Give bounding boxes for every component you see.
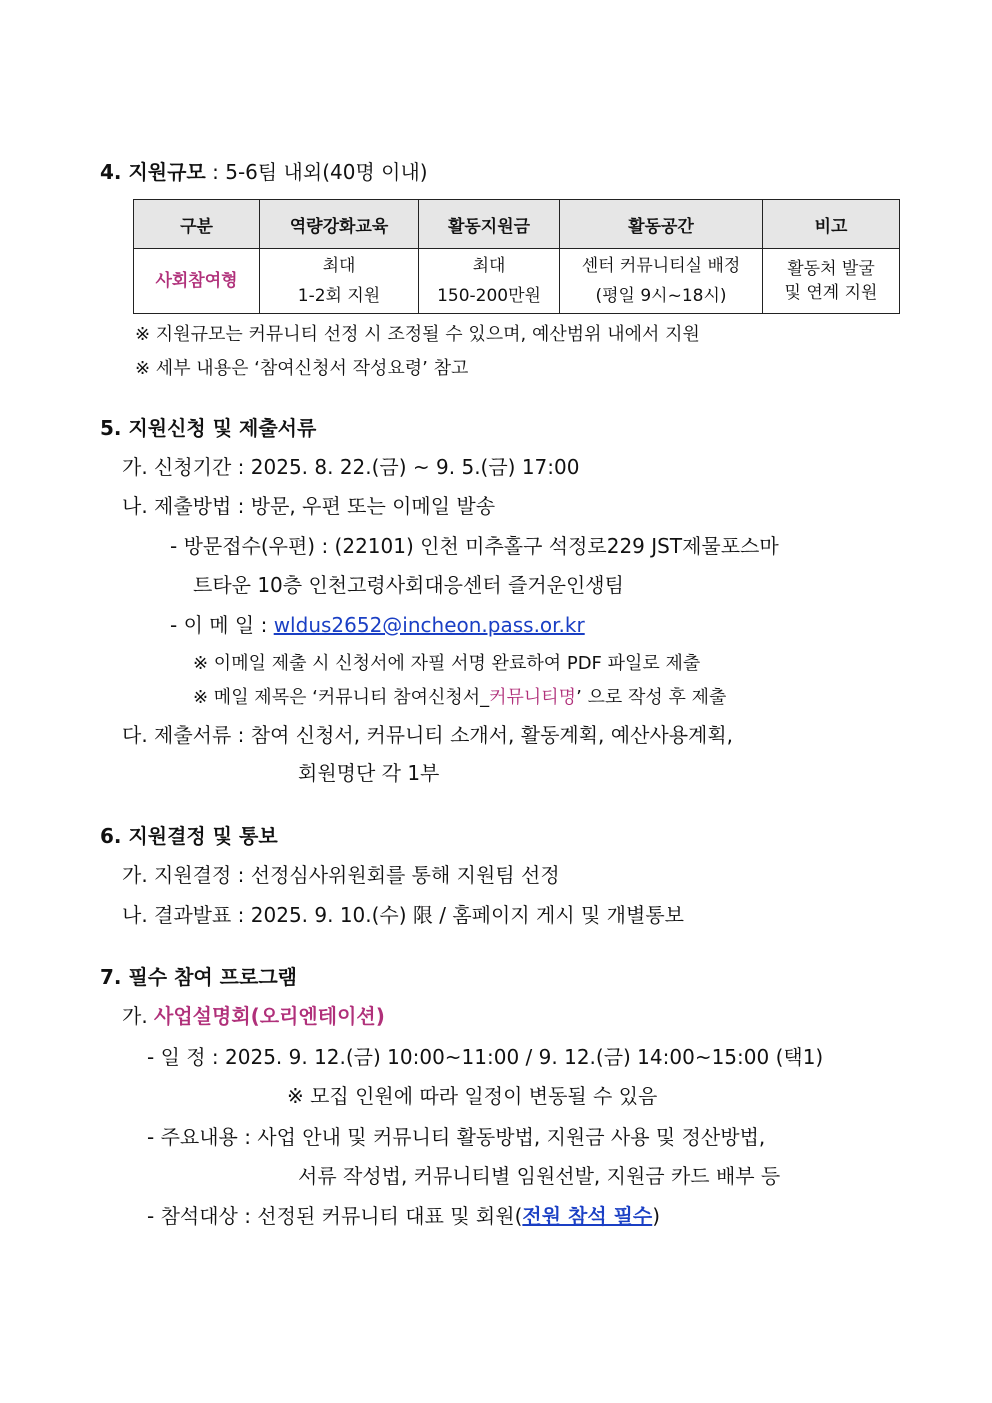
cell-line: 활동처 발굴 xyxy=(787,259,875,279)
table-cell xyxy=(560,249,763,314)
support-scale-table xyxy=(133,199,900,314)
category-cell: 사회참여형 xyxy=(134,249,260,314)
table-cell xyxy=(419,249,560,314)
section-heading: 7. 필수 참여 프로그램 xyxy=(100,965,297,989)
highlight-text: 커뮤니티명 xyxy=(489,687,577,708)
table-header-cell: 구분 xyxy=(134,200,260,249)
cell-line: (평일 9시~18시) xyxy=(595,286,727,306)
section-heading: 5. 지원신청 및 제출서류 xyxy=(100,416,317,440)
note: ※ 지원규모는 커뮤니티 선정 시 조정될 수 있으며, 예산범위 내에서 지원 xyxy=(135,324,700,345)
table-header-row xyxy=(134,200,900,249)
section-heading: 6. 지원결정 및 통보 xyxy=(100,824,278,848)
required-documents-cont: 회원명단 각 1부 xyxy=(298,761,440,785)
cell-line: 150-200만원 xyxy=(437,286,541,306)
orientation-title xyxy=(122,1002,385,1030)
table-header-cell: 비고 xyxy=(763,200,900,249)
submission-method: 나. 제출방법 : 방문, 우편 또는 이메일 발송 xyxy=(122,494,496,518)
schedule-note: ※ 모집 인원에 따라 일정이 변동될 수 있음 xyxy=(287,1084,658,1108)
table-header-cell: 활동지원금 xyxy=(419,200,560,249)
application-period: 가. 신청기간 : 2025. 8. 22.(금) ~ 9. 5.(금) 17:00 xyxy=(122,455,580,479)
table-cell xyxy=(260,249,419,314)
table-row xyxy=(134,249,900,314)
section-detail: : 5-6팀 내외(40명 이내) xyxy=(205,160,428,184)
section-4-title xyxy=(100,158,428,186)
main-content: - 주요내용 : 사업 안내 및 커뮤니티 활동방법, 지원금 사용 및 정산방법, xyxy=(147,1125,766,1149)
table-header-cell: 활동공간 xyxy=(560,200,763,249)
decision: 가. 지원결정 : 선정심사위원회를 통해 지원팀 선정 xyxy=(122,863,560,887)
item-prefix: 가. xyxy=(122,1004,155,1028)
cell-line: 최대 xyxy=(472,256,506,276)
email-link[interactable]: wldus2652@incheon.pass.or.kr xyxy=(273,613,585,637)
note: ※ 세부 내용은 ‘참여신청서 작성요령’ 참고 xyxy=(135,358,469,379)
cell-line: 및 연계 지원 xyxy=(784,283,878,303)
attendees xyxy=(147,1202,660,1230)
main-content-cont: 서류 작성법, 커뮤니티별 임원선발, 지원금 카드 배부 등 xyxy=(298,1164,781,1188)
visit-address-line1: - 방문접수(우편) : (22101) 인천 미추홀구 석정로229 JST제물포스마 xyxy=(170,534,779,558)
email-subject-note xyxy=(193,684,726,712)
email-note: ※ 이메일 제출 시 신청서에 자필 서명 완료하여 PDF 파일로 제출 xyxy=(193,653,701,674)
note-text: ’ 으로 작성 후 제출 xyxy=(576,687,727,708)
announcement: 나. 결과발표 : 2025. 9. 10.(수) 限 / 홈페이지 게시 및 개별통보 xyxy=(122,903,684,927)
cell-line: 센터 커뮤니티실 배정 xyxy=(581,256,741,276)
attendees-text: ) xyxy=(652,1204,661,1228)
required-documents: 다. 제출서류 : 참여 신청서, 커뮤니티 소개서, 활동계획, 예산사용계획, xyxy=(122,723,734,747)
email-label: - 이 메 일 : xyxy=(170,613,274,637)
highlight-required: 전원 참석 필수 xyxy=(522,1204,653,1228)
cell-line: 1-2회 지원 xyxy=(297,286,381,306)
table-cell xyxy=(763,249,900,314)
schedule: - 일 정 : 2025. 9. 12.(금) 10:00~11:00 / 9. 12.(금) 14:00~15:00 (택1) xyxy=(147,1045,824,1069)
cell-line: 최대 xyxy=(322,256,356,276)
email-row xyxy=(170,611,585,639)
attendees-text: - 참석대상 : 선정된 커뮤니티 대표 및 회원( xyxy=(147,1204,523,1228)
note-text: ※ 메일 제목은 ‘커뮤니티 참여신청서_ xyxy=(193,687,490,708)
section-heading: 4. 지원규모 xyxy=(100,160,206,184)
table-header-cell: 역량강화교육 xyxy=(260,200,419,249)
highlight-title: 사업설명회(오리엔테이션) xyxy=(154,1004,385,1028)
visit-address-line2: 트타운 10층 인천고령사회대응센터 즐거운인생팀 xyxy=(193,573,624,597)
